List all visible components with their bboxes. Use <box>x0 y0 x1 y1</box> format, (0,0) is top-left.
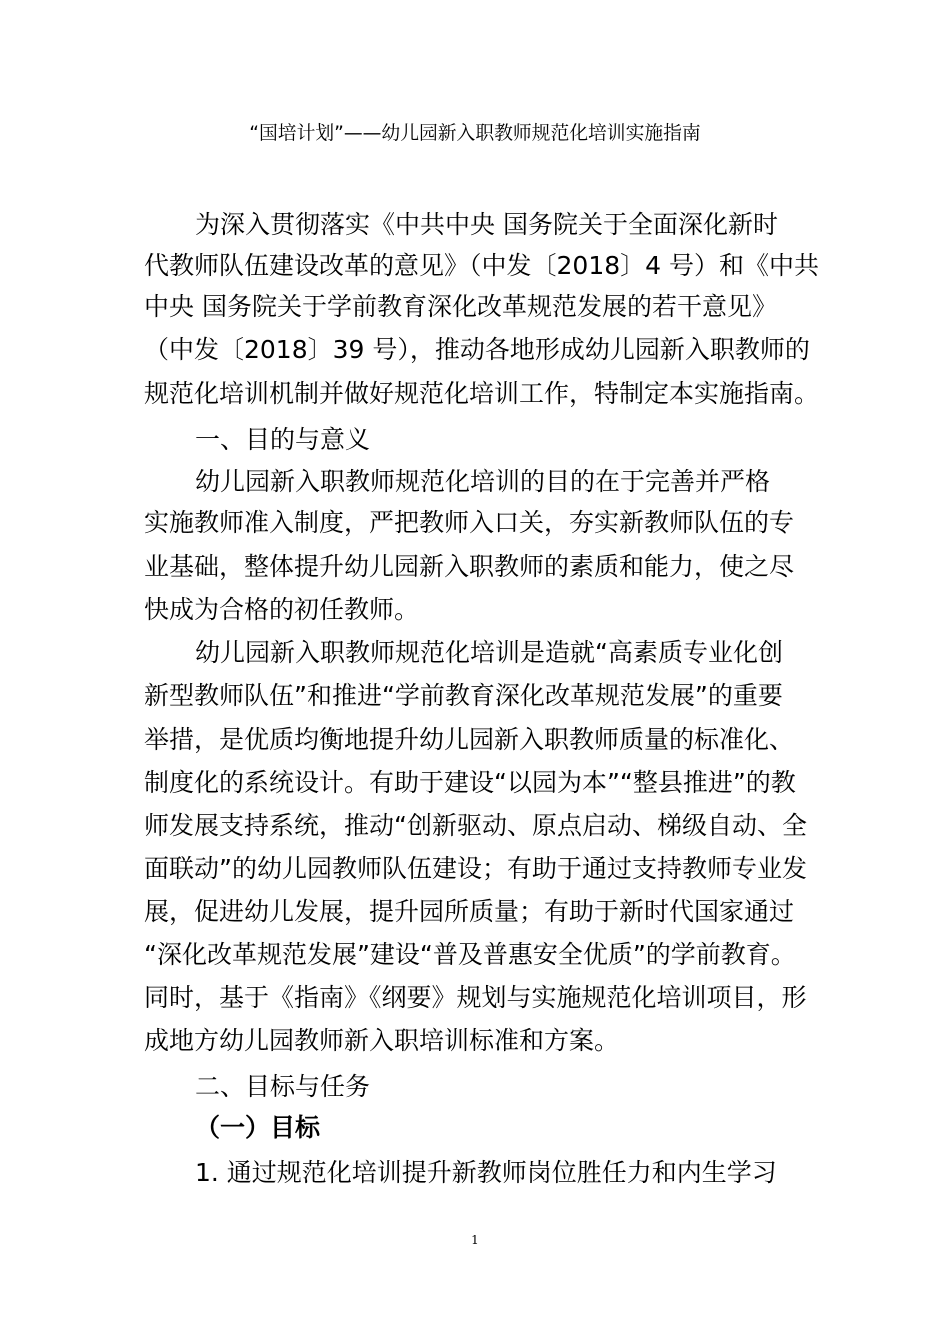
significance-line-9: 同时，基于《指南》《纲要》规划与实施规范化培训项目，形 <box>144 983 807 1012</box>
significance-line-10: 成地方幼儿园教师新入职培训标准和方案。 <box>144 1026 620 1055</box>
purpose-line-3: 业基础，整体提升幼儿园新入职教师的素质和能力，使之尽 <box>144 552 795 581</box>
document-title: “国培计划”——幼儿园新入职教师规范化培训实施指南 <box>249 123 701 144</box>
page-number: 1 <box>471 1233 479 1247</box>
intro-line-2: 代教师队伍建设改革的意见》（中发〔2018〕4 号）和《中共 <box>144 251 819 280</box>
intro-line-3: 中央 国务院关于学前教育深化改革规范发展的若干意见》 <box>144 292 777 321</box>
subsection-1-heading: （一）目标 <box>195 1113 321 1142</box>
section-2-heading: 二、目标与任务 <box>195 1072 371 1101</box>
intro-line-1: 为深入贯彻落实《中共中央 国务院关于全面深化新时 <box>195 210 778 239</box>
significance-line-3: 举措，是优质均衡地提升幼儿园新入职教师质量的标准化、 <box>144 725 795 754</box>
purpose-line-1: 幼儿园新入职教师规范化培训的目的在于完善并严格 <box>195 467 771 496</box>
significance-line-7: 展，促进幼儿发展，提升园所质量；有助于新时代国家通过 <box>144 897 795 926</box>
significance-line-6: 面联动”的幼儿园教师队伍建设；有助于通过支持教师专业发 <box>144 854 807 883</box>
significance-line-4: 制度化的系统设计。有助于建设“以园为本”“整县推进”的教 <box>144 768 796 797</box>
item-1-line: 1. 通过规范化培训提升新教师岗位胜任力和内生学习 <box>195 1158 777 1187</box>
intro-line-5: 规范化培训机制并做好规范化培训工作，特制定本实施指南。 <box>144 379 820 408</box>
intro-line-4: （中发〔2018〕39 号），推动各地形成幼儿园新入职教师的 <box>144 335 810 364</box>
section-1-heading: 一、目的与意义 <box>195 425 371 454</box>
significance-line-8: “深化改革规范发展”建设“普及普惠安全优质”的学前教育。 <box>144 940 796 969</box>
purpose-line-2: 实施教师准入制度，严把教师入口关，夯实新教师队伍的专 <box>144 508 795 537</box>
purpose-line-4: 快成为合格的初任教师。 <box>144 595 420 624</box>
significance-line-5: 师发展支持系统，推动“创新驱动、原点启动、梯级自动、全 <box>144 811 807 840</box>
significance-line-1: 幼儿园新入职教师规范化培训是造就“高素质专业化创 <box>195 638 783 667</box>
significance-line-2: 新型教师队伍”和推进“学前教育深化改革规范发展”的重要 <box>144 681 783 710</box>
